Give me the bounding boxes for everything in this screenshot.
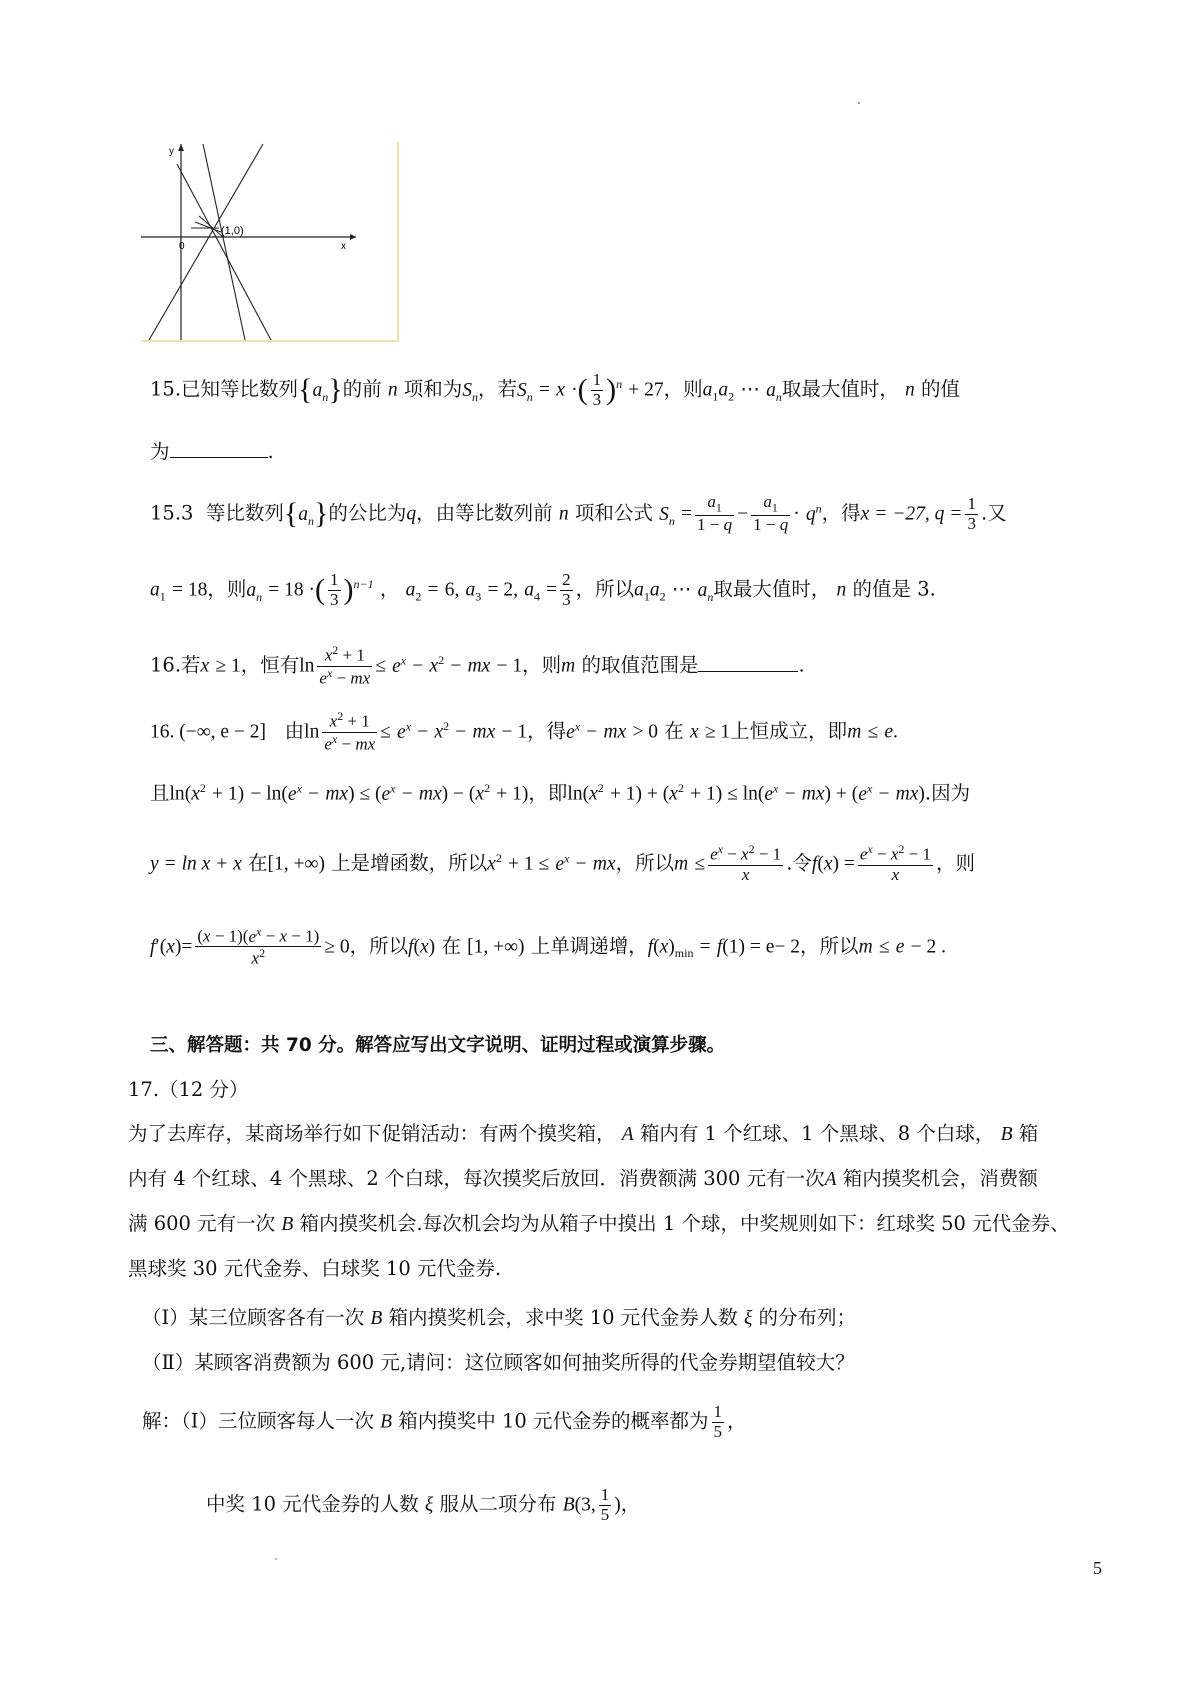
a15-result: x = −27, q = xyxy=(860,503,963,525)
q15-text: 已知等比数列 xyxy=(181,377,299,401)
a16-line3: y = ln x + x 在[1, +∞) 上是增函数，所以$x^2 + 1 \le e^x$ − mx，所以m ≤ $\frac{e^x - x^2 - 1}{x}$ .令f(x) = $\frac{e^x - x^2 - 1}{x}$ ，则 xyxy=(150,842,975,884)
q17-solution-line2: 中奖 10 元代金券的人数 ξ 服从二项分布 B(3, $\frac{1}{5}$ )， xyxy=(206,1485,641,1524)
a16-text: ，即 xyxy=(528,781,568,805)
a15-text: 等比数列 xyxy=(205,501,284,525)
line-b xyxy=(203,144,245,340)
q17-part-ii: （Ⅱ）某顾客消费额为 600 元,请问：这位顾客如何抽奖所得的代金券期望值较大？ xyxy=(142,1351,855,1374)
q17-paragraph-line4: 黑球奖 30 元代金券、白球奖 10 元代金券. xyxy=(128,1257,502,1280)
q17-text: 箱内摸奖机会.每次机会均为从箱子中摸出 1 个球，中奖规则如下：红球奖 50 元代金券、 xyxy=(299,1212,1070,1235)
a16-text: .因为 xyxy=(924,781,971,805)
a16-text: 上单调递增， xyxy=(530,934,648,958)
a15-text: ，则 xyxy=(207,577,247,601)
q17-text: 内有 4 个红球、4 个黑球、2 个白球，每次摸奖后放回．消费额满 300 元有一次 xyxy=(128,1167,825,1190)
a15-text: 的值是 3. xyxy=(852,577,936,601)
q17-solution-line1: 解：（Ⅰ）三位顾客每人一次 B 箱内摸奖中 10 元代金券的概率都为 $\frac{1}{5}$ ， xyxy=(142,1402,747,1441)
a15-text: 项和公式 xyxy=(574,501,653,525)
a16-line4: f′(x)= $\frac{(x - 1)(e^x - x - 1)}{x^2}$ ≥ 0，所以f(x) 在 [1, +∞) 上单调递增，$f(x)_{min} = f(1) = e- 2$，所以m ≤ e − 2 . xyxy=(150,924,946,968)
a15-text: 的公比为 xyxy=(328,501,407,525)
a15-line2: $a_1 = 18$，则$a_n = 18$ ·( $\frac{1}{3}$ )$^{n-1}$ ， $a_2 = 6$, $a_3 = 2$, $a_4$ = $\frac{2}{3}$ ，所以$a_1a_2$ ⋯ $a_n$取最大值时， n 的值是 3. xyxy=(150,569,936,609)
q17-paragraph-line2: 内有 4 个红球、4 个黑球、2 个白球，每次摸奖后放回．消费额满 300 元有一次A 箱内摸奖机会，消费额 xyxy=(128,1167,1038,1190)
answer-blank xyxy=(698,651,798,672)
q17-text: （Ⅰ）某三位顾客各有一次 xyxy=(142,1306,365,1329)
a16-text: 由 xyxy=(284,719,305,743)
q17-text: 的分布列； xyxy=(758,1306,857,1329)
a16-line2: 且$\ln(x^2 + 1) - \ln(e^x - mx) \le (e^x - mx) - (x^2 + 1)$，即$\ln(x^2 + 1) + (x^2 + 1) \le \ln(e^x - mx) + (e^x - mx)$.因为 xyxy=(150,781,971,805)
a15-a1: = 18 xyxy=(171,579,208,601)
a16-text: 在 xyxy=(664,719,684,743)
section-3-heading: 三、解答题：共 70 分。解答应写出文字说明、证明过程或演算步骤。 xyxy=(150,1035,726,1056)
q17-text: 箱 xyxy=(1018,1122,1039,1145)
a16-text: 上是增函数，所以 xyxy=(331,851,488,875)
q15-line2 xyxy=(150,436,274,468)
q15-number: 15. xyxy=(150,377,182,401)
scan-speck xyxy=(858,102,860,104)
q15-const: + 27 xyxy=(628,379,664,401)
q17-text: 中奖 10 元代金券的人数 xyxy=(206,1492,419,1516)
q17-text: ， xyxy=(727,1409,747,1433)
origin-label: 0 xyxy=(179,241,185,252)
line-c xyxy=(177,164,271,340)
a15-text: ，得 xyxy=(821,501,861,525)
a15-text: ，由等比数列前 xyxy=(416,501,553,525)
scan-speck xyxy=(275,1558,277,1560)
a16-text: ，则 xyxy=(935,851,975,875)
a16-text: 且 xyxy=(150,781,170,805)
q16-text: ，恒有 xyxy=(240,653,300,677)
a16-text: 在 xyxy=(248,851,268,875)
q15-line1: 15.已知等比数列$\{a_n\}$的前 n 项和为$S_n$，若$S_n = x$ ·( $\frac{1}{3}$ )$^n$ + 27，则$a_1a_2$ ⋯ $a_n$取最大值时， n 的值 xyxy=(150,369,960,409)
q16-text: 的取值范围是 xyxy=(581,653,699,677)
q17-text: 解：（Ⅰ）三位顾客每人一次 xyxy=(142,1409,374,1433)
a16-line1: 16. (−∞, e − 2] 由ln $\frac{x^2 + 1}{e^x - mx}$ ≤ $e^x - x^2$ − mx − 1，得$e^x$ − mx > 0 在 x ≥ 1上恒成立，即m ≤ e. xyxy=(150,709,898,754)
q17-header: 17.（12 分） xyxy=(128,1078,249,1101)
point-label: (1,0) xyxy=(221,225,244,237)
a16-text: ，所以 xyxy=(800,934,859,958)
a16-text: ，得 xyxy=(527,719,567,743)
a16-text: 在 xyxy=(441,934,461,958)
a16-text: ，所以 xyxy=(349,934,409,958)
x-label: x xyxy=(341,241,346,252)
a15-text: 取最大值时， xyxy=(713,577,831,601)
q15-text: 为 xyxy=(150,440,170,463)
q15-text: 项和为 xyxy=(403,377,463,401)
q15-text: 的前 xyxy=(342,377,382,401)
q15-text: . xyxy=(267,440,274,463)
y-axis-arrow-icon xyxy=(178,144,184,151)
q17-text: 箱内摸奖机会，求中奖 10 元代金券人数 xyxy=(388,1306,738,1329)
a16-text: .令 xyxy=(786,851,812,875)
q16-text: ，则 xyxy=(522,653,562,677)
a16-func: y = ln x + x xyxy=(150,853,242,875)
q17-paragraph-line3: 满 600 元有一次 B 箱内摸奖机会.每次机会均为从箱子中摸出 1 个球，中奖规则如下：红球奖 50 元代金券、 xyxy=(128,1212,1070,1235)
q17-text: 为了去库存，某商场举行如下促销活动：有两个摸奖箱， xyxy=(128,1122,616,1145)
x-axis-arrow-icon xyxy=(350,234,356,240)
q17-text: 服从二项分布 xyxy=(439,1492,557,1516)
a15-text: ，所以 xyxy=(575,577,635,601)
q16-number: 16. xyxy=(150,653,182,677)
q17-text: 箱内摸奖机会，消费额 xyxy=(842,1167,1038,1190)
q15-text: 取最大值时， xyxy=(781,377,899,401)
q17-text: 箱内有 1 个红球、1 个黑球、8 个白球， xyxy=(639,1122,995,1145)
line-a xyxy=(149,144,263,340)
graph-svg xyxy=(141,142,397,340)
q15-text: 的值 xyxy=(920,377,960,401)
q17-text: 箱内摸奖中 10 元代金券的概率都为 xyxy=(398,1409,709,1433)
q17-text: 满 600 元有一次 xyxy=(128,1212,276,1235)
q16-line: 16.若x ≥ 1，恒有ln $\frac{x^2 + 1}{e^x - mx}$ ≤ $e^x - x^2$ − mx − 1，则m 的取值范围是 . xyxy=(150,643,805,688)
a15-an: = 18 · xyxy=(268,579,316,601)
y-label: y xyxy=(169,146,174,157)
q17-text: ， xyxy=(620,1492,641,1516)
q16-text: 若 xyxy=(181,653,201,677)
q15-text: ，则 xyxy=(663,377,703,401)
q15-text: ，若 xyxy=(478,377,518,401)
a15-number: 15.3 xyxy=(150,501,194,525)
graph-figure xyxy=(141,142,399,342)
a16-text: 上恒成立，即 xyxy=(730,719,848,743)
a16-text: ，所以 xyxy=(615,851,675,875)
a16-answer: 16. (−∞, e − 2] xyxy=(150,721,267,743)
q17-part-i: （Ⅰ）某三位顾客各有一次 B 箱内摸奖机会，求中奖 10 元代金券人数 ξ 的分布列； xyxy=(142,1306,857,1329)
q17-paragraph-line1: 为了去库存，某商场举行如下促销活动：有两个摸奖箱， A 箱内有 1 个红球、1 个黑球、8 个白球， B 箱 xyxy=(128,1122,1039,1145)
a15-line1: 15.3 等比数列$\{a_n\}$的公比为q，由等比数列前 n 项和公式 $S_n$ = $\frac{a_1}{1 - q}$ − $\frac{a_1}{1 - q}$ · $q^n$，得x = −27, q = $\frac{1}{3}$ .又 xyxy=(150,492,1007,534)
a15-text: .又 xyxy=(980,501,1007,525)
q16-text: . xyxy=(798,653,805,677)
answer-blank xyxy=(170,437,268,458)
page-number: 5 xyxy=(1093,1558,1102,1578)
